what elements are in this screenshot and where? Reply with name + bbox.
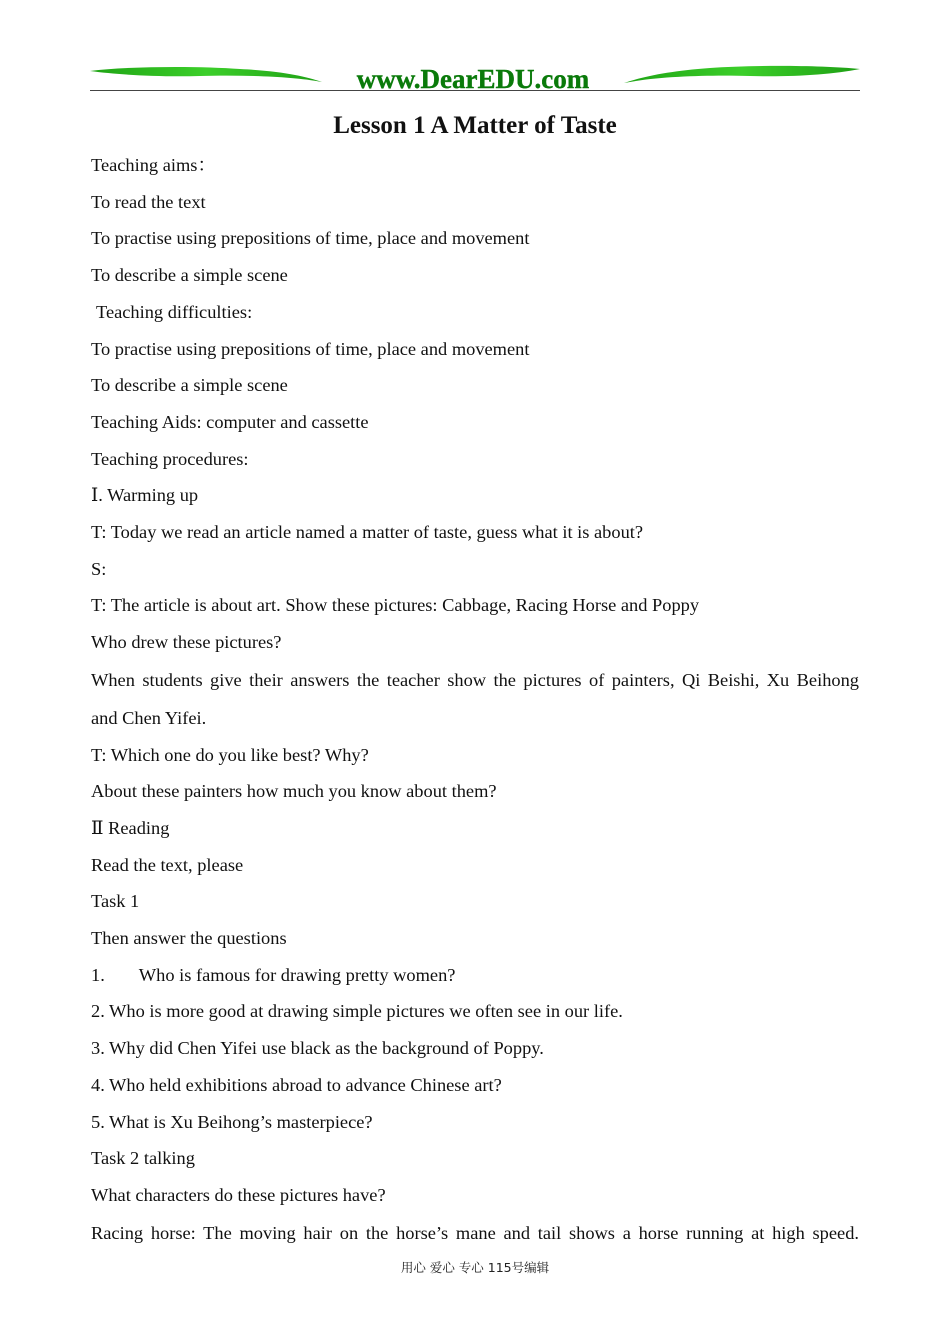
numbered-question: 3. Why did Chen Yifei use black as the background of Poppy.	[91, 1038, 544, 1059]
section-warming-up-heading: Ⅰ. Warming up	[91, 485, 199, 506]
aim-item: To read the text	[91, 191, 206, 212]
numbered-question: 2. Who is more good at drawing simple pictures we often see in our life.	[91, 1001, 623, 1022]
page-footer: 用心 爱心 专心 115号编辑	[400, 1260, 550, 1275]
teaching-procedures-heading: Teaching procedures:	[91, 448, 249, 469]
right-swoosh-shape	[624, 66, 860, 83]
question-line: About these painters how much you know about them?	[91, 781, 497, 802]
aim-item: To practise using prepositions of time, place and movement	[91, 228, 530, 249]
document-title: Lesson 1 A Matter of Taste	[333, 112, 617, 139]
teaching-difficulties-heading: Teaching difficulties:	[96, 301, 253, 322]
task-heading: Task 2 talking	[91, 1148, 195, 1169]
dialogue-line: T: Today we read an article named a matter of taste, guess what it is about?	[91, 522, 644, 543]
numbered-question: 4. Who held exhibitions abroad to advance Chinese art?	[91, 1074, 502, 1095]
paragraph-line: and Chen Yifei.	[91, 707, 207, 728]
question-number: 1.	[91, 964, 105, 985]
dialogue-line: T: Which one do you like best? Why?	[91, 744, 369, 765]
question-line: Who drew these pictures?	[91, 632, 282, 653]
instruction-line: Read the text, please	[91, 854, 244, 875]
paragraph-line: Racing horse: The moving hair on the horse’s mane and tail shows a horse running at high speed.	[91, 1222, 859, 1243]
difficulty-item: To practise using prepositions of time, place and movement	[91, 338, 530, 359]
dialogue-line: S:	[91, 558, 107, 579]
left-swoosh-shape	[90, 67, 322, 82]
question-line: What characters do these pictures have?	[91, 1184, 386, 1205]
header-divider	[90, 90, 860, 91]
dialogue-line: T: The article is about art. Show these pictures: Cabbage, Racing Horse and Poppy	[91, 595, 700, 616]
teaching-aims-heading: Teaching aims：	[91, 155, 216, 175]
question-text: Who is famous for drawing pretty women?	[138, 964, 456, 985]
instruction-line: Then answer the questions	[91, 928, 287, 949]
aim-item: To describe a simple scene	[91, 265, 288, 286]
numbered-question: 5. What is Xu Beihong’s masterpiece?	[91, 1111, 373, 1132]
teaching-aids-line: Teaching Aids: computer and cassette	[91, 411, 369, 432]
difficulty-item: To describe a simple scene	[91, 375, 288, 396]
task-heading: Task 1	[91, 891, 140, 912]
numbered-question	[91, 957, 859, 994]
section-reading-heading: Ⅱ Reading	[91, 817, 170, 838]
document-body	[91, 147, 859, 1253]
paragraph-line: When students give their answers the teacher show the pictures of painters, Qi Beishi, Xu Beihong	[91, 669, 859, 690]
site-logo-text[interactable]: www.DearEDU.com	[356, 64, 590, 94]
